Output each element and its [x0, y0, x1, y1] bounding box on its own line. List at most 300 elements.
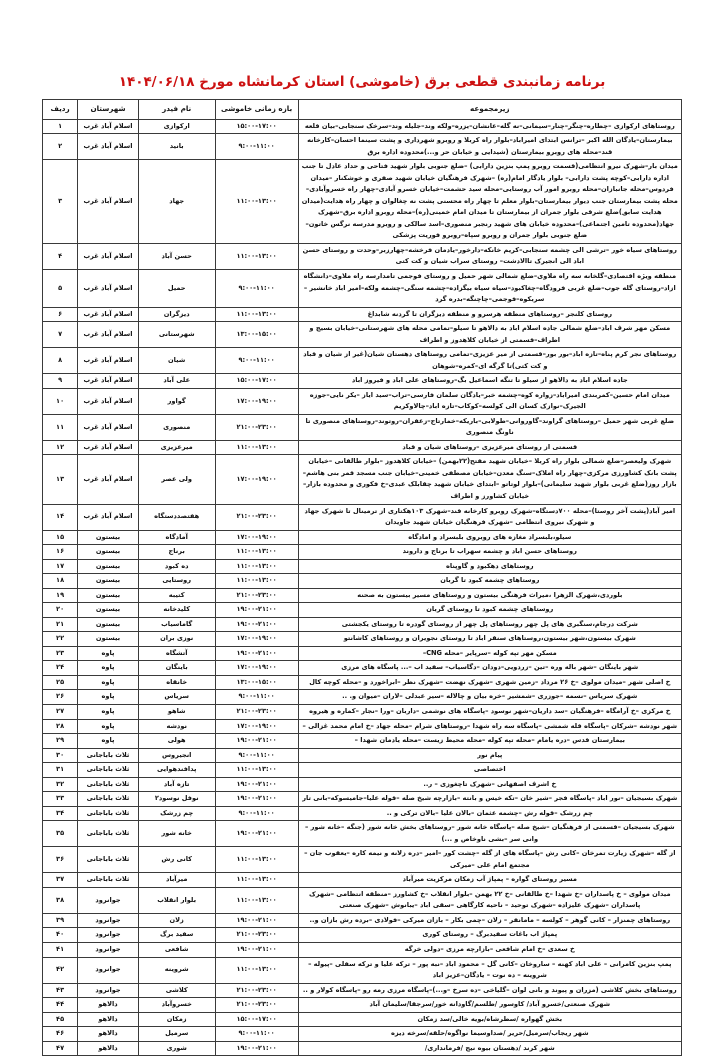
cell-time: [215, 348, 298, 374]
cell-no: ۲۶: [43, 690, 78, 705]
outage-time-range: ۱۱:۰۰-۱۳:۰۰: [236, 561, 277, 570]
cell-area: روستاهای چشمه کبود تا گربان: [298, 574, 681, 589]
header-area: زیرمجموعه: [298, 100, 681, 120]
cell-county: پاوه: [78, 661, 139, 676]
cell-area: روستاهای دهکبود و گاوپناه: [298, 559, 681, 574]
cell-county: اسلام آباد غرب: [78, 455, 139, 504]
cell-county: جوانرود: [78, 913, 139, 928]
cell-time: [215, 617, 298, 632]
table-row: [43, 307, 682, 322]
outage-time-range: ۱۵:۰۰-۱۷:۰۰: [236, 376, 277, 385]
cell-county: بیستون: [78, 545, 139, 560]
header-time: بازه زمانی خاموشی: [215, 100, 298, 120]
cell-feeder: کانی رش: [138, 847, 215, 873]
outage-time-range: ۱۹:۰۰-۲۱:۰۰: [236, 779, 277, 788]
cell-area: بخش گهواره /سطرشاه/بویه خالی/سد زمکان: [298, 1012, 681, 1027]
table-row: [43, 588, 682, 603]
cell-county: جوانرود: [78, 887, 139, 913]
cell-county: ثلاث باباجانی: [78, 821, 139, 847]
table-row: [43, 455, 682, 504]
cell-feeder: شافعی: [138, 943, 215, 958]
cell-time: [215, 998, 298, 1013]
cell-feeder: گاماسیاب: [138, 617, 215, 632]
cell-time: [215, 957, 298, 983]
cell-area: ضلع غربی شهر حمیل –روستاهای گراوند–گاوروانی–طولابی–باریکه–خمارتاج–زعفران–روتوند–روستاهای منصوری تا ناونگ منصوری: [298, 414, 681, 440]
cell-time: [215, 374, 298, 389]
cell-area: پیام نور: [298, 748, 681, 763]
outage-time-range: ۱۳:۰۰-۱۵:۰۰: [236, 329, 277, 338]
header-county: شهرستان: [78, 100, 139, 120]
cell-feeder: انجیروس: [138, 748, 215, 763]
cell-feeder: روستایی: [138, 574, 215, 589]
outage-time-range: ۱۱:۰۰-۱۳:۰۰: [236, 765, 277, 774]
cell-feeder: ولی عصر: [138, 455, 215, 504]
outage-time-range: ۲۱:۰۰-۲۳:۰۰: [236, 512, 277, 521]
outage-time-range: ۱۱:۰۰-۱۳:۰۰: [236, 875, 277, 884]
cell-time: [215, 661, 298, 676]
cell-area: روستای کلنجر –روستاهای منطقه هرسرو و منطقه دیزگران تا گردنه شابداغ: [298, 307, 681, 322]
cell-time: [215, 603, 298, 618]
outage-time-range: ۱۷:۰۰-۱۹:۰۰: [236, 721, 277, 730]
outage-time-range: ۲۱:۰۰-۲۳:۰۰: [236, 590, 277, 599]
cell-feeder: نوفل نوسود۲: [138, 792, 215, 807]
table-row: [43, 348, 682, 374]
outage-time-range: ۱۷:۰۰-۱۹:۰۰: [236, 396, 277, 405]
outage-time-range: ۱۱:۰۰-۱۳:۰۰: [236, 547, 277, 556]
cell-county: بیستون: [78, 559, 139, 574]
cell-county: اسلام آباد غرب: [78, 307, 139, 322]
cell-feeder: آتشگاه: [138, 646, 215, 661]
outage-time-range: ۱۱:۰۰-۱۳:۰۰: [236, 576, 277, 585]
cell-no: ۳۳: [43, 792, 78, 807]
cell-feeder: سریاس: [138, 690, 215, 705]
outage-time-range: ۹:۰۰-۱۱:۰۰: [238, 750, 275, 759]
cell-feeder: شیان: [138, 348, 215, 374]
cell-feeder: سفید برگ: [138, 928, 215, 943]
cell-area: قسمتی از روستای میرعزیزی –روستاهای شیان و قباد: [298, 440, 681, 455]
table-row: [43, 1041, 682, 1056]
cell-no: ۱۰: [43, 388, 78, 414]
cell-area: شهر نودشه –شرکان –پاسگاه قله شمشی –پاسگاه سه راه شهدا –روستاهای شرام –محله جهاد –خ امام محمد غزالی –: [298, 719, 681, 734]
outage-time-range: ۹:۰۰-۱۱:۰۰: [238, 808, 275, 817]
outage-time-range: ۱۹:۰۰-۲۱:۰۰: [236, 828, 277, 837]
cell-feeder: زمکان: [138, 1012, 215, 1027]
outage-time-range: ۹:۰۰-۱۱:۰۰: [238, 141, 275, 150]
cell-area: شرکت درجام،سنگبری های پل چهر روستاهای پل چهر از روستای گودره تا روستای یکجشتی: [298, 617, 681, 632]
cell-feeder: باینگان: [138, 661, 215, 676]
cell-feeder: گواور: [138, 388, 215, 414]
cell-no: ۲۸: [43, 719, 78, 734]
cell-county: اسلام آباد غرب: [78, 134, 139, 160]
cell-county: پاوه: [78, 719, 139, 734]
outage-time-range: ۲۱:۰۰-۲۳:۰۰: [236, 930, 277, 939]
table-row: [43, 646, 682, 661]
cell-feeder: میرعزیزی: [138, 440, 215, 455]
cell-no: ۱۳: [43, 455, 78, 504]
table-row: [43, 704, 682, 719]
cell-no: ۹: [43, 374, 78, 389]
cell-area: شهرک بسیجیان –قسمتی از فرهنگیان –شیخ صله –پاسگاه خانه شور –روستاهای بخش خانه شور (جنگه –خانه شور –وانی سر –بشی ناوخاص و ...): [298, 821, 681, 847]
table-row: [43, 748, 682, 763]
cell-area: مسکن مهر شرف اباد–ضلع شمالی جاده اسلام اباد به دالاهو تا سیلو–تمامی محله های شهرستانی–خیابان بسیج و اطراف–قسمتی از خیابان کلاهدوز و اطراف: [298, 322, 681, 348]
cell-county: اسلام آباد غرب: [78, 243, 139, 269]
cell-time: [215, 243, 298, 269]
cell-area: بیمارستان قدس –دره یامام –محله تپه کوله –محله محیط زیست –محله یادمان شهدا –: [298, 734, 681, 749]
outage-time-range: ۱۵:۰۰-۱۷:۰۰: [236, 121, 277, 130]
cell-area: از گله –شهرک زیارت تمرخان –کانی رش –پاسگاه های از گله –چشت کور –امیر –دره زلانه و نیمه کاره –یعقوب جان –مجتمع امام علی –میرکی: [298, 847, 681, 873]
cell-county: پاوه: [78, 646, 139, 661]
table-row: [43, 873, 682, 888]
cell-county: ثلاث باباجانی: [78, 806, 139, 821]
cell-no: ۲: [43, 134, 78, 160]
cell-feeder: کلاشی: [138, 983, 215, 998]
table-row: [43, 530, 682, 545]
cell-area: میدان مولوی – خ پاسداران –خ شهدا –خ طالقانی –خ ۲۲ بهمن –بلوار انقلاب –خ کشاورز –منطقه انتظامی –شهرک پاسداران –شهرک علیزاده –شهرک توحید – ناحیه کارگاهی –سقی اباد –یبانوش –شهرک صنعتی: [298, 887, 681, 913]
cell-county: بیستون: [78, 617, 139, 632]
cell-no: ۴۵: [43, 1012, 78, 1027]
cell-feeder: تازه آباد: [138, 777, 215, 792]
cell-area: خ اشرف اصفهانی –شهرک تاچغوزی – ر..: [298, 777, 681, 792]
cell-time: [215, 440, 298, 455]
outage-time-range: ۹:۰۰-۱۱:۰۰: [238, 355, 275, 364]
cell-county: بیستون: [78, 530, 139, 545]
cell-county: دالاهو: [78, 1012, 139, 1027]
cell-feeder: کلیدخانه: [138, 603, 215, 618]
cell-no: ۱۶: [43, 545, 78, 560]
table-row: [43, 928, 682, 943]
header-row-number: ردیف: [43, 100, 78, 120]
cell-county: اسلام آباد غرب: [78, 348, 139, 374]
table-row: [43, 559, 682, 574]
cell-time: [215, 821, 298, 847]
outage-time-range: ۱۷:۰۰-۱۹:۰۰: [236, 663, 277, 672]
cell-time: [215, 719, 298, 734]
cell-time: [215, 530, 298, 545]
cell-feeder: منصوری: [138, 414, 215, 440]
cell-time: [215, 1027, 298, 1042]
table-row: [43, 675, 682, 690]
header-feeder: نام فیدر: [138, 100, 215, 120]
outage-time-range: ۹:۰۰-۱۱:۰۰: [238, 1029, 275, 1038]
cell-area: روستاهای چمنزار – کانی گوهر – کولسه – مامانفر – زلان –چمی بکار – بازان میرکی –فولادی –برده رش بازان و..: [298, 913, 681, 928]
table-row: [43, 414, 682, 440]
table-row: [43, 983, 682, 998]
table-row: [43, 913, 682, 928]
cell-area: خ مرکزی –خ آرامگاه –فرهنگیان –سد داریان–شهر نوسود –پاسگاه های نوشمی –داربان –ورا –نجار –کماره و هیروه: [298, 704, 681, 719]
cell-county: پاوه: [78, 675, 139, 690]
cell-county: ثلاث باباجانی: [78, 873, 139, 888]
cell-county: دالاهو: [78, 998, 139, 1013]
outage-time-range: ۱۱:۰۰-۱۳:۰۰: [236, 855, 277, 864]
cell-no: ۳۰: [43, 748, 78, 763]
cell-area: مسکن مهر تپه کوله –سرپایر –محله CNG–: [298, 646, 681, 661]
outage-time-range: ۹:۰۰-۱۱:۰۰: [238, 283, 275, 292]
cell-time: [215, 559, 298, 574]
outage-time-range: ۱۱:۰۰-۱۳:۰۰: [236, 965, 277, 974]
outage-time-range: ۱۱:۰۰-۱۳:۰۰: [236, 196, 277, 205]
table-row: [43, 134, 682, 160]
cell-area: روستاهای نجر کرم پناه–تازه اباد–بور بور–قسمتی از میر عزیزی–تمامی روستاهای دهستان شیان(غیر از شیان و قباد و کت کتی)تا گرگه ای–کمره–شوهان: [298, 348, 681, 374]
cell-time: [215, 574, 298, 589]
outage-time-range: ۱۹:۰۰-۲۱:۰۰: [236, 605, 277, 614]
cell-time: [215, 928, 298, 943]
cell-county: اسلام آباد غرب: [78, 269, 139, 307]
cell-county: جوانرود: [78, 983, 139, 998]
cell-feeder: حسن آباد: [138, 243, 215, 269]
cell-no: ۱: [43, 119, 78, 134]
table-row: [43, 243, 682, 269]
table-row: [43, 998, 682, 1013]
cell-time: [215, 748, 298, 763]
cell-no: ۳۴: [43, 806, 78, 821]
cell-county: اسلام آباد غرب: [78, 388, 139, 414]
cell-feeder: میرآباد: [138, 873, 215, 888]
table-row: [43, 763, 682, 778]
table-row: [43, 806, 682, 821]
cell-time: [215, 307, 298, 322]
cell-feeder: ده کبود: [138, 559, 215, 574]
cell-no: ۱۸: [43, 574, 78, 589]
table-row: [43, 632, 682, 647]
cell-county: ثلاث باباجانی: [78, 748, 139, 763]
cell-feeder: آمادگاه: [138, 530, 215, 545]
table-row: [43, 1027, 682, 1042]
cell-no: ۳۸: [43, 887, 78, 913]
outage-time-range: ۱۷:۰۰-۱۹:۰۰: [236, 474, 277, 483]
cell-area: خ سعدی –خ امام شافعی –بازارچه مرزی –دولی خرگه: [298, 943, 681, 958]
cell-no: ۲۲: [43, 632, 78, 647]
cell-no: ۲۵: [43, 675, 78, 690]
cell-no: ۴: [43, 243, 78, 269]
cell-county: جوانرود: [78, 928, 139, 943]
cell-no: ۶: [43, 307, 78, 322]
cell-feeder: بلوار انقلاب: [138, 887, 215, 913]
cell-feeder: سرمیل: [138, 1027, 215, 1042]
table-row: [43, 821, 682, 847]
cell-county: اسلام آباد غرب: [78, 414, 139, 440]
cell-area: روستاهای سیاه خور –ترشی الی چشمه سنجابی–کریم خانکه–دارخور–یادمان فرخشه–چهارزبر–وحدت و روستای حسن اباد الی انجیرک تاالادشت– روستای سراب شیان و کت کتی: [298, 243, 681, 269]
table-body: [43, 119, 682, 1056]
cell-area: شهرک بسیجیان –نور اباد –پاسگاه فجر –شیر خان –تکه خیس و بانته –بازارچه شیخ صله –قوله علیا–جامیسوکه–بانی تار: [298, 792, 681, 807]
cell-county: اسلام آباد غرب: [78, 322, 139, 348]
table-row: [43, 957, 682, 983]
cell-county: پاوه: [78, 704, 139, 719]
cell-no: ۵: [43, 269, 78, 307]
cell-county: اسلام آباد غرب: [78, 119, 139, 134]
cell-time: [215, 887, 298, 913]
cell-area: روستاهای بخش کلاشی (مزران و پیوند و بانی لوان –گلیاخی –ده سرخ –و...)–پاسگاه مرزی رمه رو –پاسگاه کولار و ..: [298, 983, 681, 998]
cell-area: امیر آباد(پشت آخر روستا)–محله ۷۰۰دستگاه–شهرک روبرو کارخانه قند–شهرک ۱۰۳هکتاری از ترمینال تا شهرک جهاد و شهرک نیروی انتظامی –شهرک فرهنگیان خیابان شهید جاویدان: [298, 504, 681, 530]
table-row: [43, 322, 682, 348]
cell-feeder: خانقاه: [138, 675, 215, 690]
cell-county: پاوه: [78, 690, 139, 705]
cell-no: ۳۱: [43, 763, 78, 778]
cell-no: ۱۴: [43, 504, 78, 530]
cell-area: بلوردی،شهرک الزهرا ،میراث فرهنگی بیستون و روستاهای مسیر بیستون به صحنه: [298, 588, 681, 603]
cell-county: دالاهو: [78, 1027, 139, 1042]
outage-time-range: ۱۱:۰۰-۱۳:۰۰: [236, 251, 277, 260]
cell-county: اسلام آباد غرب: [78, 440, 139, 455]
cell-time: [215, 704, 298, 719]
cell-feeder: دیزگران: [138, 307, 215, 322]
outage-time-range: ۱۹:۰۰-۲۱:۰۰: [236, 1043, 277, 1052]
cell-feeder: شهرستانی: [138, 322, 215, 348]
page-title: برنامه زمانبندی قطعی برق (خاموشی) استان کرمانشاه مورخ ۱۴۰۴/۰۶/۱۸: [118, 74, 606, 90]
cell-area: شهر باینگان –شهر باله وره –تین –زردویی–دودان –دگاسیاب– سفید اب –... پاسگاه های مرزی: [298, 661, 681, 676]
outage-time-range: ۱۷:۰۰-۱۹:۰۰: [236, 532, 277, 541]
cell-no: ۳۵: [43, 821, 78, 847]
cell-time: [215, 1012, 298, 1027]
cell-feeder: شروینه: [138, 957, 215, 983]
cell-area: چم زرشک –قوله رش –چشمه عثمان –بالان علیا –بالان ترکی و ..: [298, 806, 681, 821]
cell-feeder: ارکوازی: [138, 119, 215, 134]
table-row: [43, 690, 682, 705]
outage-time-range: ۱۹:۰۰-۲۱:۰۰: [236, 945, 277, 953]
cell-area: سیلو،بلبسراد مغازه های روبروی بلبسراد و امادگاه: [298, 530, 681, 545]
outage-time-range: ۱۱:۰۰-۱۳:۰۰: [236, 895, 277, 904]
table-row: [43, 719, 682, 734]
cell-time: [215, 388, 298, 414]
cell-area: پمپ بنزین کامرانی – علی اباد کهنه – ساروخان –کانی گل – محمود اباد –نبه پور – ترکه علیا و ترکه سفلی –پیوله – شروینه – ده نوت – یادگان–عزیز اباد: [298, 957, 681, 983]
cell-no: ۲۰: [43, 603, 78, 618]
cell-county: بیستون: [78, 603, 139, 618]
cell-county: جوانرود: [78, 957, 139, 983]
outage-schedule-table: [42, 99, 682, 1056]
cell-area: پمپاژ اب باغات سفیدبرگ – روستای کوری: [298, 928, 681, 943]
outage-time-range: ۱۷:۰۰-۱۹:۰۰: [236, 634, 277, 643]
cell-time: [215, 763, 298, 778]
cell-area: روستاهای چشمه کبود تا روستای گربان: [298, 603, 681, 618]
cell-area: شهرک بیستون،شهر بیستون،روستاهای سنقر اباد تا روستای نجویران و روستاهای کاشانتو: [298, 632, 681, 647]
cell-county: اسلام آباد غرب: [78, 504, 139, 530]
cell-time: [215, 792, 298, 807]
outage-time-range: ۲۱:۰۰-۲۳:۰۰: [236, 422, 277, 431]
table-row: [43, 545, 682, 560]
cell-time: [215, 983, 298, 998]
cell-area: شهرک ولیعصر–ضلع شمالی بلوار راه کربلا –خیابان شهید مفتح(۲۲بهمن) –خیابان کلاهدوز –بلوار طالقانی –خیابان پشت بانک کشاورزی مرکزی–چهار راه املاک–سنگ معدن–خیابان مصطفی خمینی–خیابان جنب مسجد قمر بنی هاشم–بازار روز(ضلع غربی بلوار شهید سلیمانی)–بلوار لوتاتو –ابتدای خیابان شهید چقابلک عبدی–خ فکوری و محدوده بازار–خیابان کشاورز و اطراف: [298, 455, 681, 504]
cell-no: ۴۳: [43, 983, 78, 998]
cell-time: [215, 847, 298, 873]
table-row: [43, 661, 682, 676]
cell-county: دالاهو: [78, 1041, 139, 1056]
cell-time: [215, 119, 298, 134]
cell-area: شهر ریجاب/سرمیل/حریر /صداوسیما نواگوه/حلقه/سرخه دیزه: [298, 1027, 681, 1042]
cell-area: شهرک صنعتی/خسرو آباد/ کاوسور /طلسم/گاودانه خور/سرجقا/سلیمان آباد: [298, 998, 681, 1013]
cell-area: خ اصلی شهر –میدان مولوی –خ ۲۶ مرداد –زمین شهری –شهرک نهضت –شهرک نظر –ابراخورد و –محله کوچه کال: [298, 675, 681, 690]
cell-time: [215, 806, 298, 821]
outage-time-range: ۱۹:۰۰-۲۱:۰۰: [236, 736, 277, 745]
cell-time: [215, 545, 298, 560]
cell-time: [215, 414, 298, 440]
cell-no: ۳۶: [43, 847, 78, 873]
cell-no: ۱۲: [43, 440, 78, 455]
table-row: [43, 160, 682, 244]
cell-time: [215, 675, 298, 690]
cell-county: اسلام آباد غرب: [78, 160, 139, 244]
cell-no: ۲۹: [43, 734, 78, 749]
cell-feeder: کتیبه: [138, 588, 215, 603]
table-row: [43, 847, 682, 873]
table-row: [43, 440, 682, 455]
outage-time-range: ۱۵:۰۰-۱۷:۰۰: [236, 1014, 277, 1023]
cell-feeder: بانید: [138, 134, 215, 160]
cell-time: [215, 913, 298, 928]
outage-time-range: ۱۳:۰۰-۱۵:۰۰: [236, 677, 277, 686]
table-row: [43, 777, 682, 792]
outage-time-range: ۱۱:۰۰-۱۳:۰۰: [236, 309, 277, 318]
cell-time: [215, 690, 298, 705]
outage-time-range: ۲۱:۰۰-۲۳:۰۰: [236, 706, 277, 715]
cell-time: [215, 734, 298, 749]
outage-time-range: ۱۱:۰۰-۱۳:۰۰: [236, 442, 277, 451]
cell-feeder: زلان: [138, 913, 215, 928]
cell-no: ۱۱: [43, 414, 78, 440]
cell-time: [215, 873, 298, 888]
cell-no: ۲۷: [43, 704, 78, 719]
cell-feeder: شوری: [138, 1041, 215, 1056]
cell-county: اسلام آباد غرب: [78, 374, 139, 389]
cell-no: ۴۱: [43, 943, 78, 958]
cell-no: ۲۱: [43, 617, 78, 632]
cell-feeder: هفتصددستگاه: [138, 504, 215, 530]
cell-feeder: نودشه: [138, 719, 215, 734]
cell-county: ثلاث باباجانی: [78, 792, 139, 807]
cell-feeder: خسروآباد: [138, 998, 215, 1013]
cell-time: [215, 777, 298, 792]
cell-county: بیستون: [78, 588, 139, 603]
cell-time: [215, 1041, 298, 1056]
outage-time-range: ۹:۰۰-۱۱:۰۰: [238, 692, 275, 701]
cell-no: ۴۶: [43, 1027, 78, 1042]
cell-no: ۳۲: [43, 777, 78, 792]
cell-time: [215, 504, 298, 530]
cell-time: [215, 134, 298, 160]
cell-area: روستاهای ارکوازی –چطاره–چنگر–چنار–سیمانی–نه گله–عانشان–یزره–ولکه وند–جلیله وند–سرخک سنجابی–بیان قلعه: [298, 119, 681, 134]
cell-area: شهر کرند /دهستان بیوه نیج /فرمانداری/: [298, 1041, 681, 1056]
cell-time: [215, 632, 298, 647]
table-row: [43, 119, 682, 134]
cell-feeder: علی آباد: [138, 374, 215, 389]
cell-no: ۴۰: [43, 928, 78, 943]
table-row: [43, 574, 682, 589]
cell-area: میدان بار–شهرک نیرو انتظامی(قسمت روبرو پمپ بنزین دارابی) –ضلع جنوبی بلوار شهید فتاحی و حداد عادل تا جنب اداره دارابی–کوچه پشت دارابی– بلوار یادگار امام(ره) –شهرک فرهنگیان خیابان شهید صفری و خوشکنار –میدان فردوس–محله جانبازان–محله روبرو امور آب روستایی–محله سید حشمت–خیابان خسرو آبادی–چهار راه خسروآبادی–محله پشت بیمارستان جنب دیوار بیمارستان–بلوار معلم تا چهار راه محسنی پشت نه چغالوان و چهار راه هدایت(میدان هدایت سابق)ضلع شرقی بلوار جمران از بیمارستان تا میدان امام خمینی(ره)–محله روبرو اداره برق–شهرک جهاد(محدوده تامین اجتماعی)–محدوده خیابان های شهید رنجبر منصوری–اسد سالکی و روبرو مدرسه نرگس خاتون–ضلع جنوبی بلوار جمران و روبرو سپاه–روبرو فوریت پزشکی: [298, 160, 681, 244]
table-row: [43, 1012, 682, 1027]
cell-no: ۱۹: [43, 588, 78, 603]
cell-area: جاده اسلام اباد به دالاهو از سیلو تا تنگه اسماعیل بگ–روستاهای علی اباد و فیروز اباد: [298, 374, 681, 389]
cell-area: میدان امام حسین–کمربندی امیراباد–زواره کوه–چشمه خبر–یادگان سلمان فارسی–تراب–سید ایاز –یکر نایی–جوزه الجیرک–نوازک کسان الی کولسه–کوکاب–تازه اباد–چالاوکریم: [298, 388, 681, 414]
cell-no: ۱۵: [43, 530, 78, 545]
cell-no: ۷: [43, 322, 78, 348]
outage-time-range: ۱۹:۰۰-۲۱:۰۰: [236, 648, 277, 657]
cell-time: [215, 588, 298, 603]
table-row: [43, 734, 682, 749]
cell-no: ۴۷: [43, 1041, 78, 1056]
cell-area: شهرک سریاس –نسمه –جوزری –شمشیر –خره بیان و چالاله –سیر عبدلی –لاران –میوان و. ..: [298, 690, 681, 705]
cell-feeder: نوزی بران: [138, 632, 215, 647]
cell-no: ۴۴: [43, 998, 78, 1013]
outage-time-range: ۱۹:۰۰-۲۱:۰۰: [236, 794, 277, 803]
cell-area: اختصاصی: [298, 763, 681, 778]
cell-no: ۲۳: [43, 646, 78, 661]
cell-county: ثلاث باباجانی: [78, 847, 139, 873]
cell-feeder: برناج: [138, 545, 215, 560]
cell-time: [215, 160, 298, 244]
cell-no: ۴۲: [43, 957, 78, 983]
cell-time: [215, 455, 298, 504]
table-row: [43, 269, 682, 307]
cell-no: ۱۷: [43, 559, 78, 574]
cell-area: روستاهای حسن اباد و چشمه سهراب تا برناج و داروند: [298, 545, 681, 560]
